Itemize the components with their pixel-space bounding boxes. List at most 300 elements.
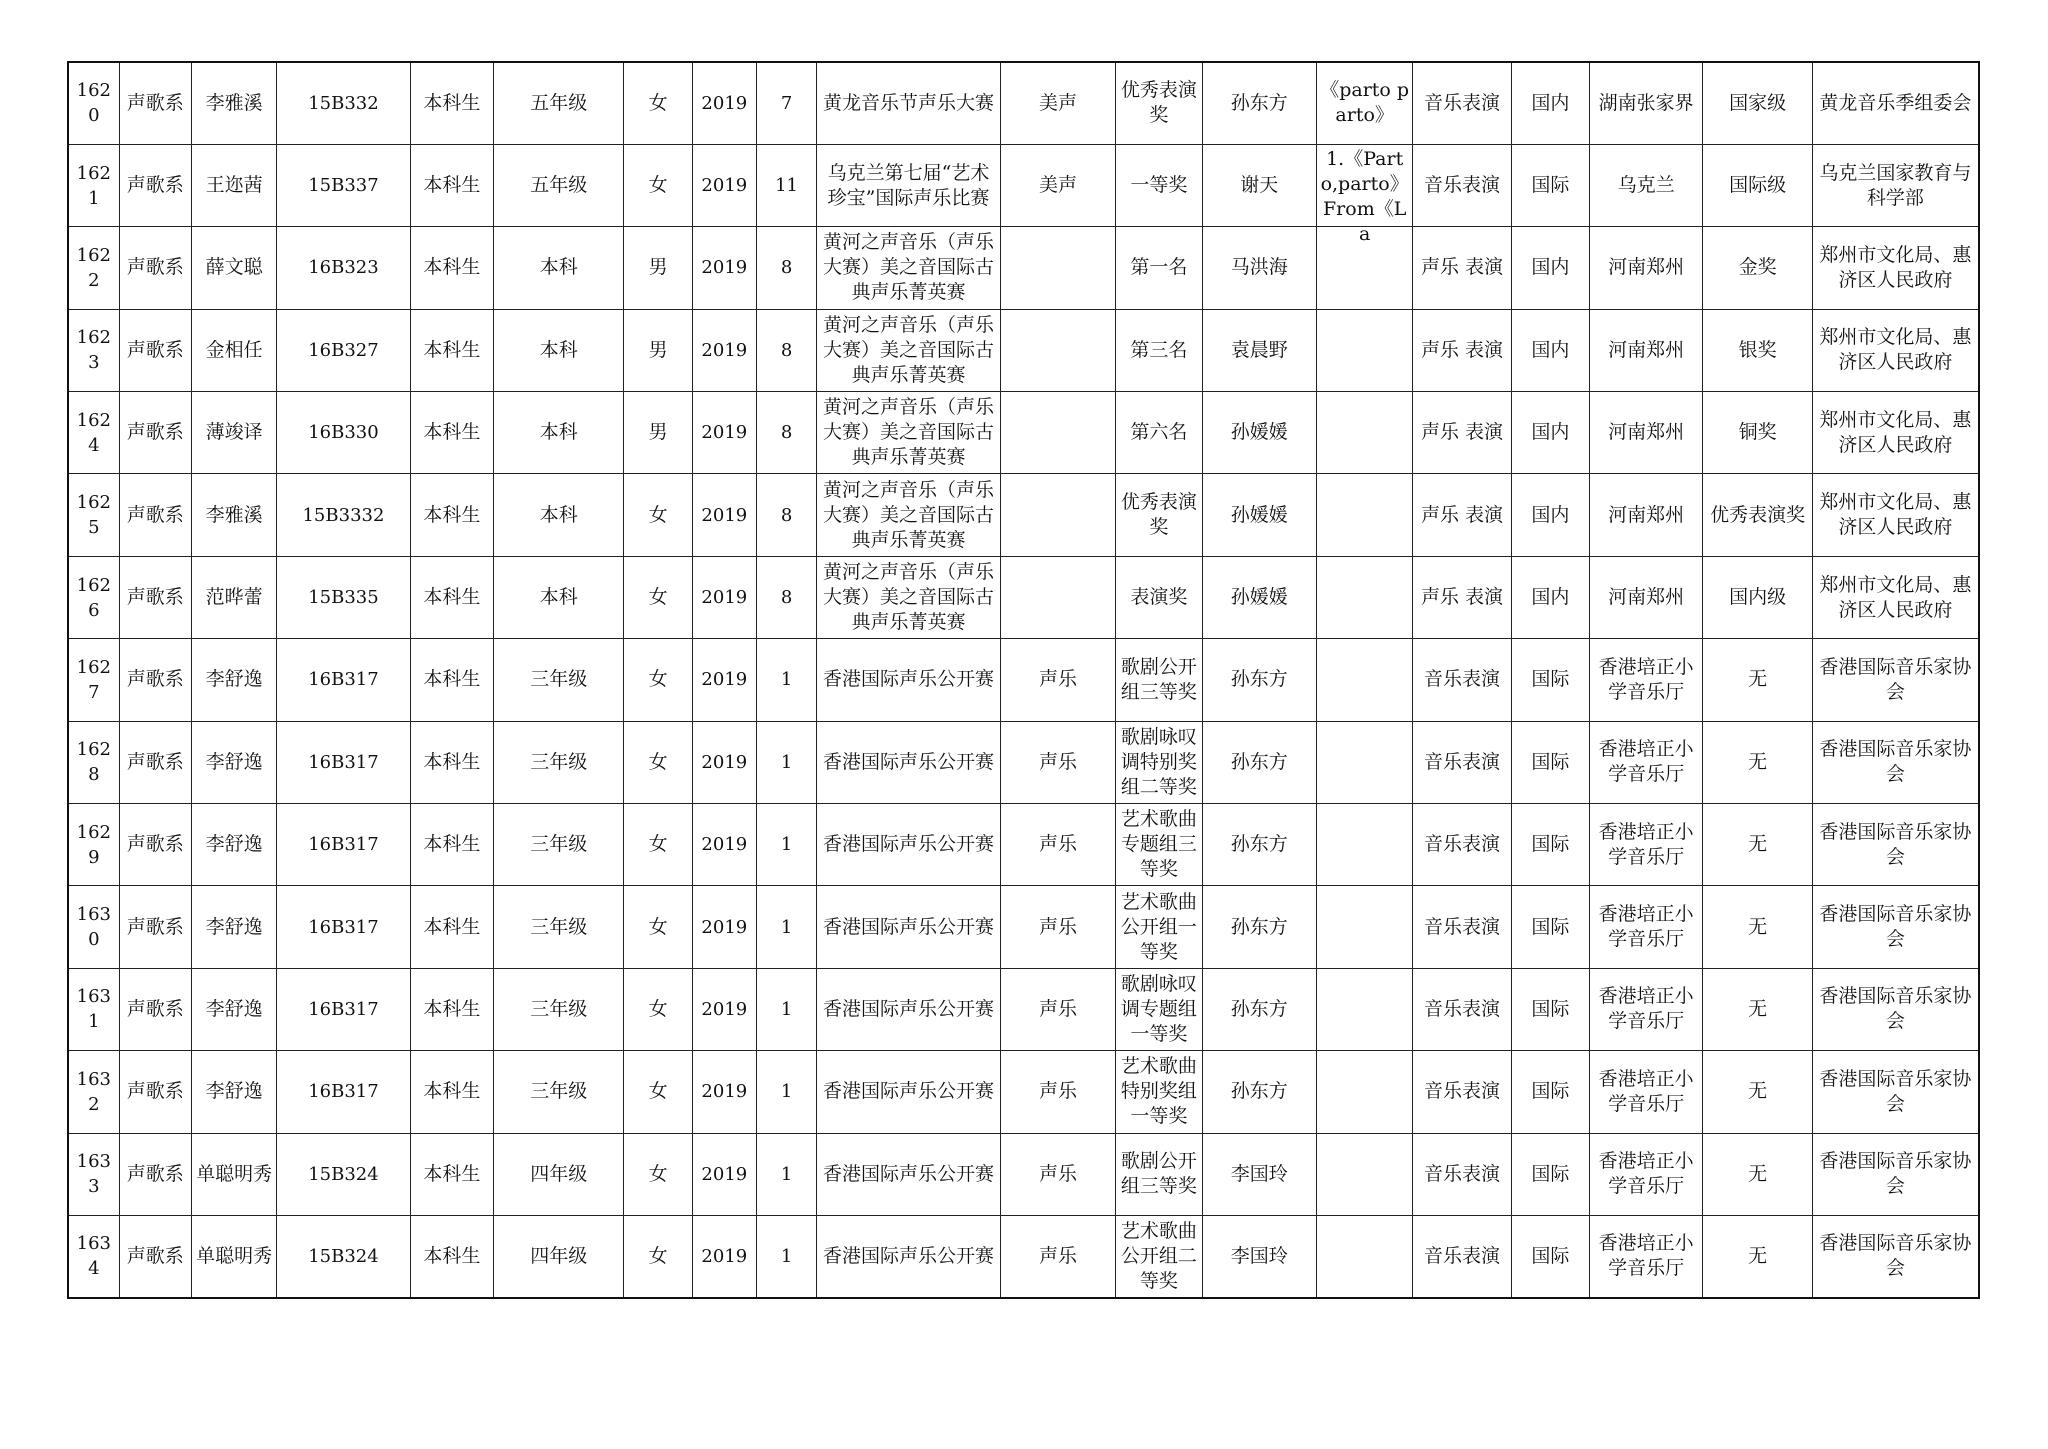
cell-student-id bbox=[277, 1051, 410, 1133]
cell-gender bbox=[624, 639, 692, 721]
major-text: 音乐表演 bbox=[1424, 1080, 1501, 1103]
row-number-text: 1620 bbox=[76, 80, 112, 127]
cell-award bbox=[1116, 886, 1202, 968]
gender-text: 女 bbox=[648, 1162, 668, 1185]
cell-grade bbox=[494, 1133, 624, 1215]
level-text: 无 bbox=[1748, 915, 1768, 938]
table-row bbox=[68, 886, 1979, 968]
student-id-text: 16B323 bbox=[308, 257, 379, 279]
award-text: 第三名 bbox=[1130, 338, 1188, 361]
scope-text: 国际 bbox=[1531, 174, 1570, 197]
location-text: 香港培正小学音乐厅 bbox=[1598, 985, 1694, 1033]
level-text: 国家级 bbox=[1729, 91, 1787, 114]
cell-competition-name bbox=[817, 309, 1001, 391]
instructor-text: 孙东方 bbox=[1230, 915, 1288, 938]
cell-grade bbox=[494, 639, 624, 721]
competition-name-text: 黄龙音乐节声乐大赛 bbox=[823, 91, 995, 114]
level-text: 铜奖 bbox=[1738, 421, 1777, 444]
cell-student-type bbox=[410, 62, 493, 144]
cell-competition-name bbox=[817, 1133, 1001, 1215]
cell-scope bbox=[1511, 309, 1589, 391]
scope-text: 国际 bbox=[1531, 833, 1570, 856]
table-body bbox=[68, 62, 1979, 1298]
cell-student-id bbox=[277, 721, 410, 803]
gender-text: 男 bbox=[648, 421, 668, 444]
cell-organizer bbox=[1812, 804, 1979, 886]
cell-instructor bbox=[1202, 1215, 1316, 1297]
organizer-text: 郑州市文化局、惠济区人民政府 bbox=[1819, 326, 1972, 374]
cell-grade bbox=[494, 144, 624, 226]
month-text: 1 bbox=[780, 916, 793, 938]
cell-student-id bbox=[277, 1133, 410, 1215]
cell-department bbox=[119, 721, 191, 803]
gender-text: 女 bbox=[648, 174, 668, 197]
cell-grade bbox=[494, 392, 624, 474]
major-text: 音乐表演 bbox=[1424, 997, 1501, 1020]
cell-piece bbox=[1316, 309, 1412, 391]
cell-scope bbox=[1511, 392, 1589, 474]
cell-student-type bbox=[410, 309, 493, 391]
cell-category bbox=[1000, 62, 1115, 144]
competition-name-text: 黄河之声音乐（声乐大赛）美之音国际古典声乐菁英赛 bbox=[823, 478, 995, 551]
year-text: 2019 bbox=[701, 1081, 748, 1103]
table-row bbox=[68, 309, 1979, 391]
cell-instructor bbox=[1202, 62, 1316, 144]
cell-organizer bbox=[1812, 144, 1979, 226]
cell-competition-name bbox=[817, 1051, 1001, 1133]
row-number-text: 1626 bbox=[76, 574, 112, 621]
level-text: 银奖 bbox=[1738, 338, 1777, 361]
student-name-text: 李舒逸 bbox=[205, 750, 263, 773]
cell-award bbox=[1116, 1215, 1202, 1297]
cell-level bbox=[1703, 144, 1812, 226]
cell-category bbox=[1000, 721, 1115, 803]
cell-scope bbox=[1511, 474, 1589, 556]
cell-instructor bbox=[1202, 227, 1316, 309]
month-text: 8 bbox=[780, 339, 793, 361]
cell-grade bbox=[494, 227, 624, 309]
cell-student-type bbox=[410, 1215, 493, 1297]
major-text: 声乐 表演 bbox=[1420, 421, 1504, 444]
cell-gender bbox=[624, 309, 692, 391]
cell-year bbox=[692, 804, 756, 886]
cell-instructor bbox=[1202, 886, 1316, 968]
student-id-text: 16B317 bbox=[308, 669, 379, 691]
cell-competition-name bbox=[817, 62, 1001, 144]
cell-award bbox=[1116, 804, 1202, 886]
gender-text: 女 bbox=[648, 915, 668, 938]
month-text: 8 bbox=[780, 587, 793, 609]
cell-instructor bbox=[1202, 474, 1316, 556]
cell-month bbox=[756, 144, 816, 226]
major-text: 音乐表演 bbox=[1424, 174, 1501, 197]
cell-student-type bbox=[410, 1051, 493, 1133]
award-text: 歌剧咏叹调特别奖组二等奖 bbox=[1120, 725, 1197, 798]
cell-grade bbox=[494, 1051, 624, 1133]
cell-level bbox=[1703, 721, 1812, 803]
cell-student-type bbox=[410, 1133, 493, 1215]
cell-location bbox=[1589, 227, 1702, 309]
cell-student-id bbox=[277, 886, 410, 968]
instructor-text: 孙东方 bbox=[1230, 91, 1288, 114]
cell-organizer bbox=[1812, 392, 1979, 474]
cell-student-id bbox=[277, 474, 410, 556]
cell-student-id bbox=[277, 968, 410, 1050]
cell-department bbox=[119, 886, 191, 968]
cell-student-name bbox=[191, 639, 276, 721]
cell-organizer bbox=[1812, 968, 1979, 1050]
department-text: 声歌系 bbox=[126, 997, 184, 1020]
instructor-text: 孙东方 bbox=[1230, 750, 1288, 773]
instructor-text: 孙媛媛 bbox=[1230, 421, 1288, 444]
cell-row-number bbox=[68, 1215, 119, 1297]
organizer-text: 乌克兰国家教育与科学部 bbox=[1819, 161, 1972, 209]
cell-scope bbox=[1511, 804, 1589, 886]
row-number-text: 1632 bbox=[76, 1068, 112, 1115]
cell-year bbox=[692, 639, 756, 721]
student-name-text: 李舒逸 bbox=[205, 915, 263, 938]
cell-location bbox=[1589, 639, 1702, 721]
cell-location bbox=[1589, 721, 1702, 803]
location-text: 河南郑州 bbox=[1608, 586, 1685, 609]
organizer-text: 郑州市文化局、惠济区人民政府 bbox=[1819, 491, 1972, 539]
student-id-text: 15B332 bbox=[308, 92, 379, 114]
cell-row-number bbox=[68, 639, 119, 721]
award-text: 艺术歌曲专题组三等奖 bbox=[1120, 808, 1197, 881]
cell-piece bbox=[1316, 1133, 1412, 1215]
major-text: 音乐表演 bbox=[1424, 750, 1501, 773]
cell-category bbox=[1000, 474, 1115, 556]
cell-piece bbox=[1316, 392, 1412, 474]
cell-competition-name bbox=[817, 968, 1001, 1050]
cell-year bbox=[692, 968, 756, 1050]
cell-location bbox=[1589, 144, 1702, 226]
cell-department bbox=[119, 639, 191, 721]
major-text: 音乐表演 bbox=[1424, 915, 1501, 938]
cell-level bbox=[1703, 474, 1812, 556]
cell-category bbox=[1000, 227, 1115, 309]
cell-piece bbox=[1316, 968, 1412, 1050]
student-type-text: 本科生 bbox=[423, 833, 481, 856]
scope-text: 国内 bbox=[1531, 91, 1570, 114]
cell-scope bbox=[1511, 62, 1589, 144]
cell-student-name bbox=[191, 556, 276, 638]
department-text: 声歌系 bbox=[126, 1162, 184, 1185]
department-text: 声歌系 bbox=[126, 338, 184, 361]
student-type-text: 本科生 bbox=[423, 174, 481, 197]
competition-name-text: 香港国际声乐公开赛 bbox=[823, 1244, 995, 1267]
cell-student-id bbox=[277, 1215, 410, 1297]
table-row bbox=[68, 968, 1979, 1050]
student-id-text: 15B324 bbox=[308, 1163, 379, 1185]
cell-department bbox=[119, 62, 191, 144]
table-row bbox=[68, 556, 1979, 638]
cell-level bbox=[1703, 1133, 1812, 1215]
scope-text: 国内 bbox=[1531, 256, 1570, 279]
major-text: 音乐表演 bbox=[1424, 1244, 1501, 1267]
student-name-text: 单聪明秀 bbox=[196, 1162, 273, 1185]
level-text: 无 bbox=[1748, 750, 1768, 773]
cell-row-number bbox=[68, 1051, 119, 1133]
cell-student-id bbox=[277, 62, 410, 144]
category-text: 声乐 bbox=[1039, 1162, 1078, 1185]
location-text: 香港培正小学音乐厅 bbox=[1598, 738, 1694, 786]
major-text: 声乐 表演 bbox=[1420, 503, 1504, 526]
student-name-text: 李舒逸 bbox=[205, 997, 263, 1020]
competition-name-text: 香港国际声乐公开赛 bbox=[823, 997, 995, 1020]
cell-award bbox=[1116, 309, 1202, 391]
instructor-text: 孙东方 bbox=[1230, 1080, 1288, 1103]
competition-name-text: 黄河之声音乐（声乐大赛）美之音国际古典声乐菁英赛 bbox=[823, 231, 995, 304]
department-text: 声歌系 bbox=[126, 833, 184, 856]
cell-competition-name bbox=[817, 886, 1001, 968]
cell-grade bbox=[494, 474, 624, 556]
student-type-text: 本科生 bbox=[423, 997, 481, 1020]
grade-text: 三年级 bbox=[530, 668, 588, 691]
student-name-text: 范晔蕾 bbox=[205, 586, 263, 609]
cell-year bbox=[692, 721, 756, 803]
gender-text: 女 bbox=[648, 91, 668, 114]
cell-competition-name bbox=[817, 556, 1001, 638]
piece-text: 1.《Parto,parto》From《La bbox=[1320, 147, 1409, 245]
level-text: 国际级 bbox=[1729, 174, 1787, 197]
cell-organizer bbox=[1812, 227, 1979, 309]
cell-student-name bbox=[191, 1051, 276, 1133]
cell-row-number bbox=[68, 804, 119, 886]
month-text: 1 bbox=[780, 1163, 793, 1185]
cell-level bbox=[1703, 227, 1812, 309]
month-text: 1 bbox=[780, 834, 793, 856]
cell-gender bbox=[624, 804, 692, 886]
student-type-text: 本科生 bbox=[423, 1162, 481, 1185]
cell-scope bbox=[1511, 1215, 1589, 1297]
year-text: 2019 bbox=[701, 669, 748, 691]
cell-student-name bbox=[191, 804, 276, 886]
cell-organizer bbox=[1812, 1051, 1979, 1133]
student-type-text: 本科生 bbox=[423, 421, 481, 444]
department-text: 声歌系 bbox=[126, 421, 184, 444]
cell-student-type bbox=[410, 968, 493, 1050]
student-id-text: 16B317 bbox=[308, 751, 379, 773]
cell-location bbox=[1589, 968, 1702, 1050]
cell-competition-name bbox=[817, 144, 1001, 226]
scope-text: 国际 bbox=[1531, 1162, 1570, 1185]
cell-major bbox=[1413, 886, 1511, 968]
level-text: 无 bbox=[1748, 833, 1768, 856]
award-text: 艺术歌曲公开组二等奖 bbox=[1120, 1219, 1197, 1292]
table-row bbox=[68, 392, 1979, 474]
data-table bbox=[67, 61, 1980, 1299]
cell-year bbox=[692, 309, 756, 391]
cell-year bbox=[692, 392, 756, 474]
cell-gender bbox=[624, 227, 692, 309]
cell-grade bbox=[494, 1215, 624, 1297]
gender-text: 女 bbox=[648, 1244, 668, 1267]
location-text: 香港培正小学音乐厅 bbox=[1598, 903, 1694, 951]
student-name-text: 单聪明秀 bbox=[196, 1244, 273, 1267]
row-number-text: 1624 bbox=[76, 409, 112, 456]
cell-month bbox=[756, 886, 816, 968]
cell-student-name bbox=[191, 1133, 276, 1215]
cell-location bbox=[1589, 392, 1702, 474]
organizer-text: 郑州市文化局、惠济区人民政府 bbox=[1819, 573, 1972, 621]
cell-grade bbox=[494, 886, 624, 968]
cell-row-number bbox=[68, 556, 119, 638]
cell-competition-name bbox=[817, 804, 1001, 886]
category-text: 声乐 bbox=[1039, 915, 1078, 938]
organizer-text: 香港国际音乐家协会 bbox=[1819, 1150, 1972, 1198]
cell-location bbox=[1589, 1133, 1702, 1215]
cell-piece bbox=[1316, 804, 1412, 886]
row-number-text: 1633 bbox=[76, 1151, 112, 1198]
cell-year bbox=[692, 62, 756, 144]
grade-text: 三年级 bbox=[530, 915, 588, 938]
cell-award bbox=[1116, 474, 1202, 556]
month-text: 1 bbox=[780, 1081, 793, 1103]
cell-student-type bbox=[410, 886, 493, 968]
cell-level bbox=[1703, 309, 1812, 391]
student-name-text: 薄竣译 bbox=[205, 421, 263, 444]
organizer-text: 香港国际音乐家协会 bbox=[1819, 655, 1972, 703]
cell-location bbox=[1589, 1051, 1702, 1133]
table-row bbox=[68, 721, 1979, 803]
instructor-text: 孙东方 bbox=[1230, 668, 1288, 691]
student-type-text: 本科生 bbox=[423, 915, 481, 938]
cell-organizer bbox=[1812, 309, 1979, 391]
table-row bbox=[68, 804, 1979, 886]
table-row bbox=[68, 639, 1979, 721]
gender-text: 女 bbox=[648, 668, 668, 691]
competition-name-text: 香港国际声乐公开赛 bbox=[823, 668, 995, 691]
cell-major bbox=[1413, 309, 1511, 391]
cell-gender bbox=[624, 1215, 692, 1297]
location-text: 香港培正小学音乐厅 bbox=[1598, 820, 1694, 868]
cell-month bbox=[756, 804, 816, 886]
gender-text: 女 bbox=[648, 997, 668, 1020]
cell-category bbox=[1000, 556, 1115, 638]
instructor-text: 李国玲 bbox=[1230, 1162, 1288, 1185]
cell-grade bbox=[494, 556, 624, 638]
cell-year bbox=[692, 474, 756, 556]
month-text: 1 bbox=[780, 669, 793, 691]
gender-text: 女 bbox=[648, 750, 668, 773]
cell-award bbox=[1116, 144, 1202, 226]
gender-text: 男 bbox=[648, 256, 668, 279]
cell-month bbox=[756, 62, 816, 144]
major-text: 声乐 表演 bbox=[1420, 338, 1504, 361]
category-text: 美声 bbox=[1039, 91, 1078, 114]
student-type-text: 本科生 bbox=[423, 503, 481, 526]
award-text: 歌剧公开组三等奖 bbox=[1120, 1150, 1197, 1198]
cell-gender bbox=[624, 886, 692, 968]
grade-text: 三年级 bbox=[530, 750, 588, 773]
student-type-text: 本科生 bbox=[423, 750, 481, 773]
table-row bbox=[68, 1051, 1979, 1133]
grade-text: 本科 bbox=[539, 421, 578, 444]
cell-organizer bbox=[1812, 721, 1979, 803]
student-type-text: 本科生 bbox=[423, 1244, 481, 1267]
cell-student-type bbox=[410, 144, 493, 226]
cell-student-type bbox=[410, 227, 493, 309]
organizer-text: 郑州市文化局、惠济区人民政府 bbox=[1819, 243, 1972, 291]
cell-grade bbox=[494, 721, 624, 803]
instructor-text: 马洪海 bbox=[1230, 256, 1288, 279]
competition-name-text: 黄河之声音乐（声乐大赛）美之音国际古典声乐菁英赛 bbox=[823, 313, 995, 386]
row-number-text: 1630 bbox=[76, 904, 112, 951]
month-text: 1 bbox=[780, 998, 793, 1020]
cell-gender bbox=[624, 1051, 692, 1133]
award-text: 优秀表演奖 bbox=[1120, 491, 1197, 539]
cell-department bbox=[119, 1133, 191, 1215]
competition-name-text: 黄河之声音乐（声乐大赛）美之音国际古典声乐菁英赛 bbox=[823, 561, 995, 634]
cell-major bbox=[1413, 721, 1511, 803]
grade-text: 三年级 bbox=[530, 997, 588, 1020]
month-text: 8 bbox=[780, 257, 793, 279]
cell-category bbox=[1000, 639, 1115, 721]
cell-student-name bbox=[191, 144, 276, 226]
scope-text: 国内 bbox=[1531, 586, 1570, 609]
cell-student-name bbox=[191, 62, 276, 144]
instructor-text: 孙媛媛 bbox=[1230, 503, 1288, 526]
organizer-text: 黄龙音乐季组委会 bbox=[1819, 91, 1972, 114]
cell-row-number bbox=[68, 721, 119, 803]
location-text: 河南郑州 bbox=[1608, 256, 1685, 279]
scope-text: 国际 bbox=[1531, 668, 1570, 691]
cell-student-type bbox=[410, 556, 493, 638]
category-text: 声乐 bbox=[1039, 1080, 1078, 1103]
location-text: 河南郑州 bbox=[1608, 421, 1685, 444]
cell-category bbox=[1000, 968, 1115, 1050]
cell-row-number bbox=[68, 227, 119, 309]
cell-piece bbox=[1316, 556, 1412, 638]
table-row bbox=[68, 1133, 1979, 1215]
cell-student-name bbox=[191, 392, 276, 474]
scope-text: 国际 bbox=[1531, 1080, 1570, 1103]
scope-text: 国际 bbox=[1531, 1244, 1570, 1267]
cell-gender bbox=[624, 1133, 692, 1215]
cell-row-number bbox=[68, 968, 119, 1050]
cell-location bbox=[1589, 309, 1702, 391]
department-text: 声歌系 bbox=[126, 668, 184, 691]
cell-scope bbox=[1511, 886, 1589, 968]
cell-student-id bbox=[277, 639, 410, 721]
department-text: 声歌系 bbox=[126, 1244, 184, 1267]
award-text: 歌剧咏叹调专题组一等奖 bbox=[1120, 972, 1197, 1045]
competition-name-text: 黄河之声音乐（声乐大赛）美之音国际古典声乐菁英赛 bbox=[823, 396, 995, 469]
competition-name-text: 香港国际声乐公开赛 bbox=[823, 750, 995, 773]
student-id-text: 15B335 bbox=[308, 587, 379, 609]
department-text: 声歌系 bbox=[126, 91, 184, 114]
table-row bbox=[68, 144, 1979, 226]
cell-instructor bbox=[1202, 392, 1316, 474]
cell-major bbox=[1413, 1215, 1511, 1297]
row-number-text: 1623 bbox=[76, 327, 112, 374]
student-id-text: 15B337 bbox=[308, 175, 379, 197]
piece-text: 《parto parto》 bbox=[1320, 79, 1410, 127]
grade-text: 本科 bbox=[539, 338, 578, 361]
cell-department bbox=[119, 227, 191, 309]
instructor-text: 孙东方 bbox=[1230, 997, 1288, 1020]
scope-text: 国际 bbox=[1531, 997, 1570, 1020]
organizer-text: 香港国际音乐家协会 bbox=[1819, 1067, 1972, 1115]
year-text: 2019 bbox=[701, 1163, 748, 1185]
year-text: 2019 bbox=[701, 504, 748, 526]
cell-gender bbox=[624, 62, 692, 144]
cell-grade bbox=[494, 309, 624, 391]
cell-piece bbox=[1316, 62, 1412, 144]
table-row bbox=[68, 474, 1979, 556]
department-text: 声歌系 bbox=[126, 1080, 184, 1103]
